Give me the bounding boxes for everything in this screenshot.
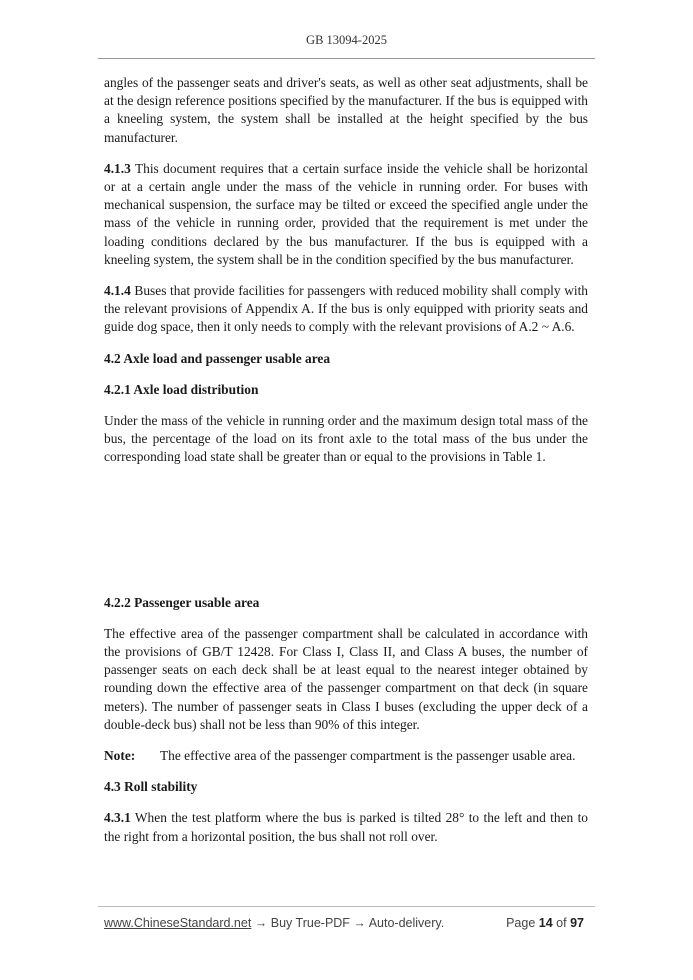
clause-4-3-1: [104, 809, 588, 845]
clause-number: 4.1.3: [104, 160, 131, 176]
clause-4-1-3: [104, 160, 588, 269]
note-text: The effective area of the passenger compartment is the passenger usable area.: [160, 748, 576, 764]
section-heading-4-2-1: 4.2.1 Axle load distribution: [104, 381, 259, 397]
website-link[interactable]: www.ChineseStandard.net: [104, 916, 252, 930]
page-word: Page: [506, 916, 536, 930]
page-indicator: [506, 916, 584, 930]
clause-number: 4.1.4: [104, 283, 131, 299]
clause-text: This document requires that a certain surface inside the vehicle shall be horizontal or at a certain angle under the mass of the vehicle in running order. For buses with mechanical suspension, the surface may be tilted or exceed the specified angle under the mass of the vehicle in running order, provided that the requirement is met under the loading conditions declared by the bus manufacturer. If the bus is equipped with a kneeling system, the system shall be in the condition specified by the bus manufacturer.: [104, 160, 588, 267]
section-heading-4-3: 4.3 Roll stability: [104, 779, 198, 795]
document-id: GB 13094-2025: [306, 33, 387, 47]
note-block: [104, 747, 588, 765]
page-footer: [104, 916, 584, 930]
paragraph-4-2-2: The effective area of the passenger compartment shall be calculated in accordance with the provisions of GB/T 12428. For Class I, Class II, and Class A buses, the number of passenger seats on each deck shall be at least equal to the nearest integer obtained by rounding down the effective area of the passenger compartment on that deck (in square meters). The number of passenger seats in Class I buses (excluding the upper deck of a double-deck bus) shall not be less than 90% of this integer.: [104, 625, 588, 732]
section-heading-4-2: 4.2 Axle load and passenger usable area: [104, 350, 331, 366]
header-divider: [98, 58, 595, 59]
clause-number: 4.3.1: [104, 810, 131, 826]
section-heading-4-2-2: 4.2.2 Passenger usable area: [104, 594, 260, 610]
clause-text: Buses that provide facilities for passengers with reduced mobility shall comply with the relevant provisions of Appendix A. If the bus is only equipped with priority seats and guide dog space, then it only needs to comply with the relevant provisions of A.2 ~ A.6.: [104, 283, 588, 335]
page-header: [0, 33, 693, 48]
note-label: Note:: [104, 748, 136, 764]
clause-4-1-4: [104, 282, 588, 337]
total-page-count: 97: [570, 916, 584, 930]
paragraph-intro: angles of the passenger seats and driver's seats, as well as other seat adjustments, shall be at the design reference positions specified by the manufacturer. If the bus is equipped with a kneeling system, the system shall be installed at the height specified by the bus manufacturer.: [104, 75, 588, 145]
clause-text: When the test platform where the bus is parked is tilted 28° to the left and then to the right from a horizontal position, the bus shall not roll over.: [104, 810, 588, 844]
table-placeholder-space: [104, 480, 588, 594]
footer-promo: [104, 916, 444, 930]
footer-tagline: → Buy True-PDF → Auto-delivery.: [251, 916, 445, 930]
paragraph-4-2-1: Under the mass of the vehicle in running order and the maximum design total mass of the bus, the percentage of the load on its front axle to the total mass of the bus under the corresponding load state shall be greater than or equal to the provisions in Table 1.: [104, 413, 588, 465]
current-page-number: 14: [538, 916, 553, 930]
of-word: of: [556, 916, 567, 930]
footer-divider: [98, 906, 595, 907]
document-body: [104, 74, 588, 859]
